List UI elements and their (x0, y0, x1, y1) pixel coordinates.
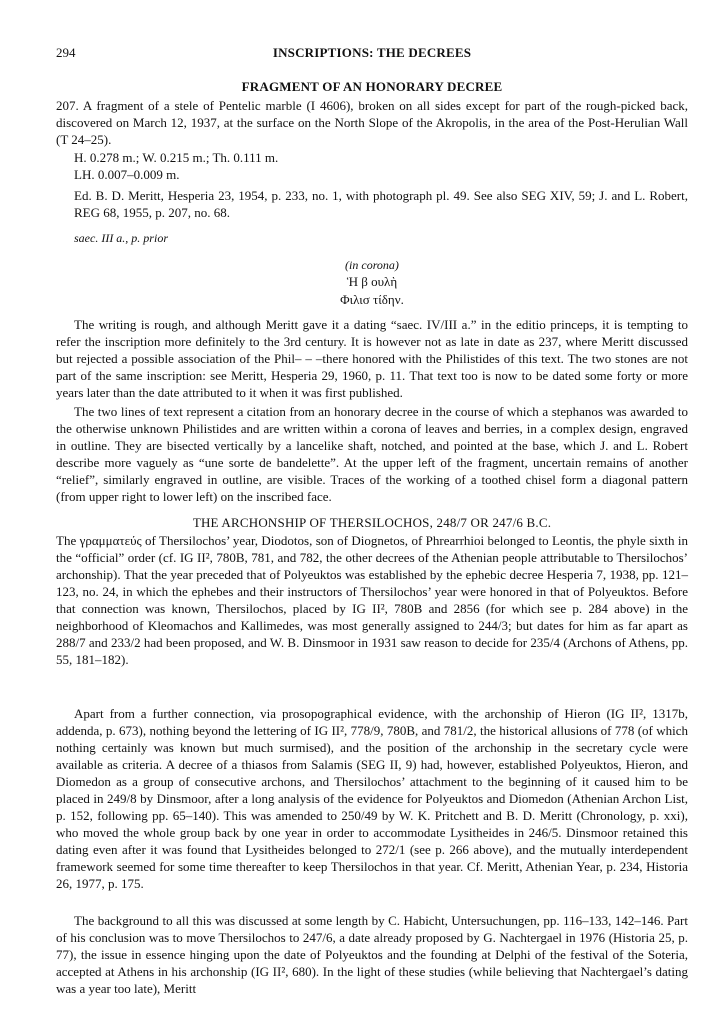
inscription-line-1: Ἡ β ουλὴ (346, 274, 398, 289)
date-line: saec. III a., p. prior (74, 231, 168, 245)
running-title: INSCRIPTIONS: THE DECREES (272, 45, 472, 60)
page-number: 294 (56, 45, 76, 60)
entry-description: 207. A fragment of a stele of Pentelic marble (I 4606), broken on all sides except for part of the rough-picked back, discovered on March 12, 1937, at the surface on the North Slope of the Akropolis, in the area of the Post-Herulian Wall (T 24–25). (56, 98, 688, 147)
section-title-honorary-decree: FRAGMENT OF AN HONORARY DECREE (241, 79, 503, 94)
archonship-paragraph-1: The γραμματεύς of Thersilochos’ year, Diodotos, son of Diognetos, of Phrearrhioi belonged to Leontis, the phyle sixth in the “official” order (cf. IG II², 780B, 781, and 782, the other decrees of the Athenian people attributable to Thersilochos’ archonship). That the year preceded that of Polyeuktos was established by the ephebic decree Hesperia 7, 1938, pp. 121–123, no. 24, in which the ephebes and their instructors of Thersilochos’ year were honored in that of Polyeuktos. Before that connection was known, Thersilochos, placed by IG II², 780B and 2856 (for which see p. 284 above) in the neighborhood of Kleomachos and Kallimedes, was most generally assigned to 244/3; but dates for him as far apart as 288/7 and 233/2 had been proposed, and W. B. Dinsmoor in 1931 saw reason to decide for 235/4 (Archons of Athens, pp. 55, 181–182). (56, 533, 688, 667)
commentary-paragraph-2: The two lines of text represent a citation from an honorary decree in the course of which a stephanos was awarded to the otherwise unknown Philistides and are written within a corona of leaves and berries, in a complex design, engraved in outline. They are bisected vertically by a lancelike shaft, notched, and pointed at the base, which J. and L. Robert describe more vaguely as “une sorte de bandelette”. At the upper left of the fragment, uncertain remains of another “relief”, similarly engraved in outline, are visible. Traces of the working of a toothed chisel form a diagonal pattern (from upper right to lower left) on the inscribed face. (56, 404, 688, 504)
section-title-archonship: THE ARCHONSHIP OF THERSILOCHOS, 248/7 OR 247/6 B.C. (192, 515, 552, 530)
dimensions: H. 0.278 m.; W. 0.215 m.; Th. 0.111 m. (74, 150, 279, 165)
edition-reference: Ed. B. D. Meritt, Hesperia 23, 1954, p. 233, no. 1, with photograph pl. 49. See also SEG XIV, 59; J. and L. Robert, REG 68, 1955, p. 207, no. 68. (74, 188, 688, 220)
inscription-note: (in corona) (345, 258, 399, 272)
running-header (56, 45, 688, 63)
archonship-paragraph-3: The background to all this was discussed at some length by C. Habicht, Untersuchungen, pp. 116–133, 142–146. Part of his conclusion was to move Thersilochos to 247/6, a date already proposed by G. Nachtergael in 1976 (Historia 25, p. 77), the issue in essence hinging upon the date of Polyeuktos and the founding at Delphi of the festival of the Soteria, accepted at Athens in his archonship (IG II², 680). In the light of these studies (while believing that Nachtergael’s dating was a year too late), Meritt (56, 913, 688, 996)
letter-height: LH. 0.007–0.009 m. (74, 167, 180, 182)
inscription-line-2: Φιλισ τίδην. (340, 292, 404, 307)
archonship-paragraph-2: Apart from a further connection, via prosopographical evidence, with the archonship of Hieron (IG II², 1317b, addenda, p. 673), nothing beyond the lettering of IG II², 778/9, 780B, and 781/2, the historical allusions of 778 (of which nothing certainly was known but much surmised), and the position of the archonship in the secretary cycle were available as criteria. A decree of a thiasos from Salamis (SEG II, 9) had, however, established Polyeuktos, Hieron, and Diomedon as a group of consecutive archons, and Thersilochos’ attachment to the beginning of it caused him to be placed in 249/8 by Dinsmoor, after a long analysis of the evidence for Polyeuktos and Diomedon (Athenian Archon List, p. 152, following pp. 65–140). This was amended to 250/49 by W. K. Pritchett and B. D. Meritt (Chronology, p. xxi), who moved the whole group back by one year in order to accommodate Lysitheides in 246/5. Dinsmoor retained this dating even after it was found that Lysitheides belonged to 272/1 (see p. 266 above), and the mutually interdependent framework seemed for some time thereafter to keep Thersilochos in that year. Cf. Meritt, Athenian Year, p. 234, Historia 26, 1977, p. 175. (56, 706, 688, 891)
commentary-paragraph-1: The writing is rough, and although Meritt gave it a dating “saec. IV/III a.” in the editio princeps, it is tempting to refer the inscription more definitely to the 3rd century. It is however not as late in date as 237, where Meritt discussed but rejected a possible association of the Phil– – –there honored with the Philistides of this text. The two stones are not part of the same inscription: see Meritt, Hesperia 29, 1960, p. 11. That text too is now to be dated some forty or more years later than the date attributed to it when it was first published. (56, 317, 688, 400)
